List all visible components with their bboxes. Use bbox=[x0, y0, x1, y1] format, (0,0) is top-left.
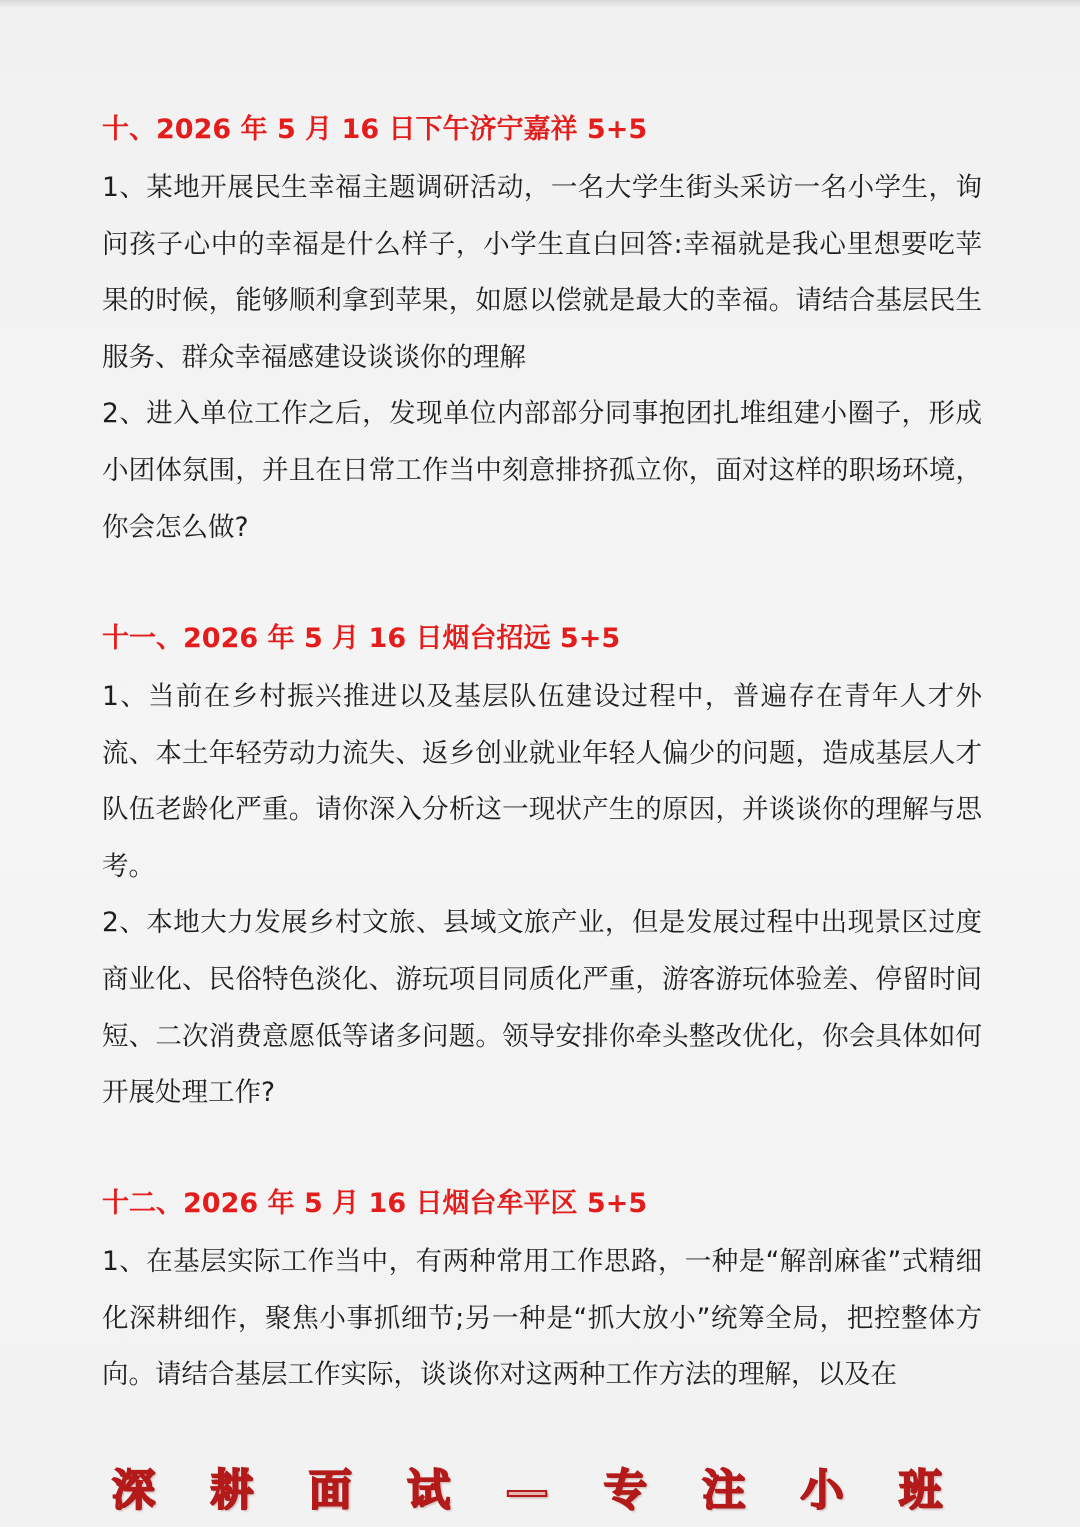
footer-char: — bbox=[505, 1466, 549, 1516]
top-edge-shadow bbox=[0, 0, 1080, 8]
footer-char: 小 bbox=[800, 1466, 844, 1516]
footer-banner bbox=[112, 1462, 942, 1520]
section-title: 十二、2026 年 5 月 16 日烟台牟平区 5+5 bbox=[102, 1188, 648, 1219]
section-10 bbox=[102, 112, 982, 556]
section-title: 十、2026 年 5 月 16 日下午济宁嘉祥 5+5 bbox=[102, 114, 648, 145]
footer-char: 深 bbox=[112, 1466, 155, 1516]
footer-char: 试 bbox=[407, 1466, 451, 1516]
question-text: 2、进入单位工作之后，发现单位内部部分同事抱团扎堆组建小圈子，形成小团体氛围，并且在日常工作当中刻意排挤孤立你，面对这样的职场环境，你会怎么做? bbox=[102, 398, 982, 543]
section-11 bbox=[102, 621, 982, 1122]
footer-char: 注 bbox=[702, 1466, 746, 1516]
section-title: 十一、2026 年 5 月 16 日烟台招远 5+5 bbox=[102, 623, 621, 654]
footer-char: 面 bbox=[308, 1466, 352, 1516]
section-12 bbox=[102, 1186, 982, 1404]
question-text: 1、某地开展民生幸福主题调研活动，一名大学生街头采访一名小学生，询问孩子心中的幸福是什么样子，小学生直白回答:幸福就是我心里想要吃苹果的时候，能够顺利拿到苹果，如愿以偿就是最大的幸福。请结合基层民生服务、群众幸福感建设谈谈你的理解 bbox=[102, 172, 982, 373]
footer-char: 专 bbox=[603, 1466, 647, 1516]
question-text: 2、本地大力发展乡村文旅、县域文旅产业，但是发展过程中出现景区过度商业化、民俗特色淡化、游玩项目同质化严重，游客游玩体验差、停留时间短、二次消费意愿低等诸多问题。领导安排你牵头整改优化，你会具体如何开展处理工作? bbox=[102, 907, 982, 1109]
footer-char: 耕 bbox=[210, 1466, 254, 1516]
question-text: 1、在基层实际工作当中，有两种常用工作思路，一种是“解剖麻雀”式精细化深耕细作，聚焦小事抓细节;另一种是“抓大放小”统筹全局，把控整体方向。请结合基层工作实际，谈谈你对这两种工作方法的理解，以及在 bbox=[102, 1246, 982, 1391]
question-text: 1、当前在乡村振兴推进以及基层队伍建设过程中，普遍存在青年人才外流、本土年轻劳动力流失、返乡创业就业年轻人偏少的问题，造成基层人才队伍老龄化严重。请你深入分析这一现状产生的原因，并谈谈你的理解与思考。 bbox=[102, 681, 982, 882]
footer-char: 班 bbox=[899, 1466, 942, 1516]
